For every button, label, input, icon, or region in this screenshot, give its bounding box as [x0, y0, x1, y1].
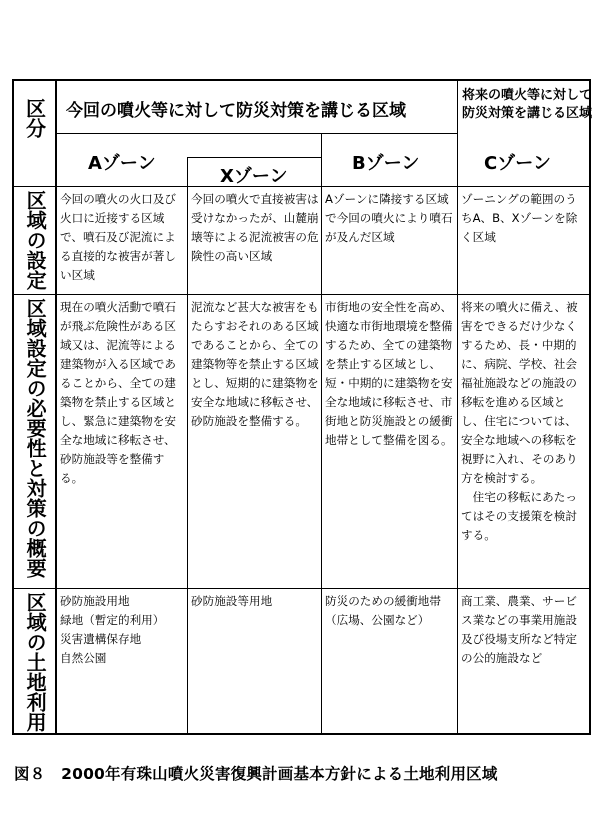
- land-use-x-item: 砂防施設等用地: [191, 594, 273, 608]
- header-zone-b: Bゾーン: [352, 153, 420, 174]
- land-use-zone-b: [325, 592, 455, 732]
- header-bottom-divider: [12, 186, 590, 187]
- land-use-zone-a: [60, 592, 185, 732]
- table-bottom-border: [12, 733, 590, 735]
- land-use-a-item: 自然公園: [60, 651, 107, 665]
- setting-zone-a: 今回の噴火の火口及び火口に近接する区域で、噴石及び泥流による直接的な被害が著しい区域: [60, 192, 176, 282]
- necessity-zone-c-support: 住宅の移転にあたってはその支援策を検討する。: [461, 490, 577, 542]
- header-zone-c: Cゾーン: [484, 153, 551, 174]
- divider-x-b: [321, 133, 322, 734]
- necessity-zone-a: 現在の噴火活動で噴石が飛ぶ危険性がある区域又は、泥流等による建築物が入る区域であることから、全ての建築物を禁止する区域とし、緊急に建築物を安全な地域に移転させ、砂防施設等を整備する。: [60, 300, 176, 485]
- necessity-zone-c-main: 将来の噴火に備え、被害をできるだけ少なくするため、長・中期的に、病院、学校、社会福祉施設などの施設の移転を進める区域とし、住宅については、安全な地域への移転を視野に入れ、そのあり方を検討する。: [461, 300, 578, 485]
- header-zone-a: Aゾーン: [88, 153, 156, 174]
- label-column-divider: [55, 79, 57, 735]
- land-use-a-item: 緑地（暫定的利用）: [60, 613, 165, 627]
- row-label-necessity: [14, 298, 55, 578]
- row-label-division-text: 区分: [22, 98, 47, 138]
- row-label-necessity-text: 区域設定の必要性と対策の概要: [23, 298, 48, 578]
- row-label-division: [14, 98, 55, 138]
- setting-zone-b: Aゾーンに隣接する区域で今回の噴火により噴石が及んだ区域: [325, 192, 453, 244]
- row-label-land-use-text: 区域の土地利用: [23, 592, 48, 732]
- necessity-zone-c: [461, 298, 587, 586]
- land-use-b-item: （広場、公園など）: [325, 613, 430, 627]
- setting-row-divider: [12, 294, 590, 295]
- header-future-eruption-line2: 防災対策を講じる区域: [462, 106, 593, 121]
- land-use-zone-x: [191, 592, 319, 732]
- necessity-zone-b: 市街地の安全性を高め、快適な市街地環境を整備するため、全ての建築物を禁止する区域とし、短・中期的に建築物を安全な地域に移転させ、市街地と防災施設との緩衝地帯として整備を図る。: [325, 300, 453, 447]
- row-label-land-use: [14, 592, 55, 732]
- land-use-zone-c: [461, 592, 587, 732]
- necessity-zone-x: 泥流など甚大な被害をもたらすおそれのある区域であることから、全ての建築物等を禁止する区域とし、短期的に建築物を安全な地域に移転させ、砂防施設を整備する。: [191, 300, 319, 428]
- header-current-eruption: 今回の噴火等に対して防災対策を講じる区域: [66, 101, 406, 121]
- land-use-c-item: 商工業、農業、サービス業などの事業用施設及び役場支所など特定の公的施設など: [461, 594, 577, 665]
- table-right-border: [589, 79, 591, 735]
- x-zone-header-top: [187, 157, 321, 158]
- row-label-setting: [14, 190, 55, 290]
- table-top-border: [12, 79, 590, 81]
- row-label-setting-text: 区域の設定: [23, 190, 48, 290]
- setting-zone-c: ゾーニングの範囲のうちA、B、Xゾーンを除く区域: [461, 192, 578, 244]
- land-use-a-item: 災害遺構保存地: [60, 632, 142, 646]
- header-zone-x: Xゾーン: [220, 166, 288, 187]
- divider-a-x: [187, 157, 188, 734]
- setting-zone-x: 今回の噴火で直接被害は受けなかったが、山麓崩壊等による泥流被害の危険性の高い区域: [191, 192, 319, 263]
- header-subdivider: [55, 133, 458, 134]
- header-future-eruption-line1: 将来の噴火等に対して: [462, 88, 593, 103]
- figure-caption: 図８ 2000年有珠山噴火災害復興計画基本方針による土地利用区域: [14, 765, 498, 783]
- divider-b-c: [457, 79, 458, 734]
- land-use-b-item: 防災のための緩衝地帯: [325, 594, 441, 608]
- header-future-eruption: [462, 87, 592, 123]
- land-use-a-item: 砂防施設用地: [60, 594, 130, 608]
- necessity-row-divider: [12, 588, 590, 589]
